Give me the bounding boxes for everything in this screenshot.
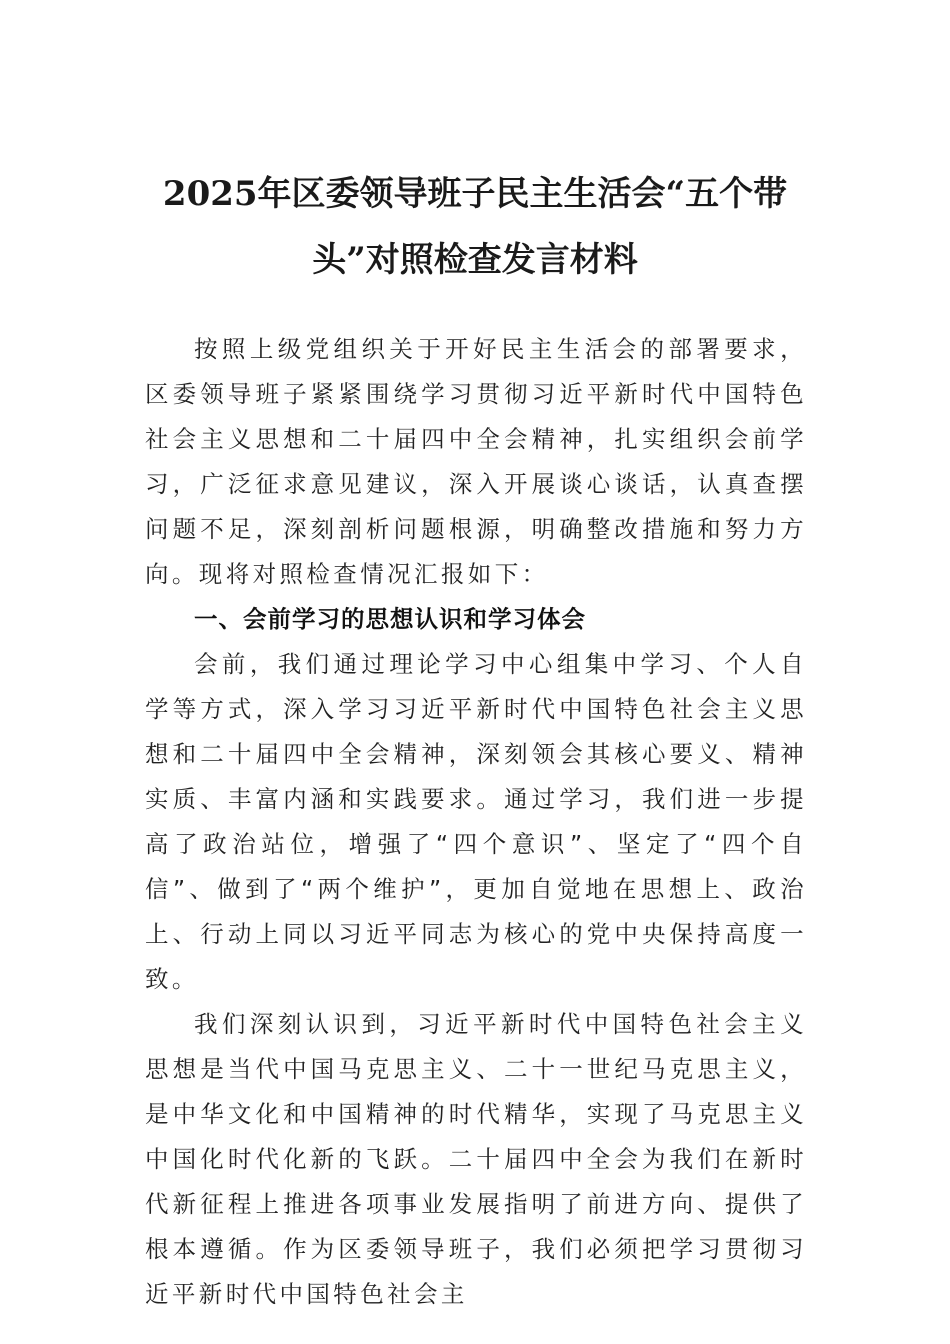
paragraph-study: 会前，我们通过理论学习中心组集中学习、个人自学等方式，深入学习习近平新时代中国特色社会主义思想和二十届四中全会精神，深刻领会其核心要义、精神实质、丰富内涵和实践要求。通过学习，我们进一步提高了政治站位，增强了“四个意识”、坚定了“四个自信”、做到了“两个维护”，更加自觉地在思想上、政治上、行动上同以习近平同志为核心的党中央保持高度一致。 [145, 650, 807, 993]
document-title-line-1: 2025年区委领导班子民主生活会“五个带 [162, 174, 788, 214]
paragraph-intro: 按照上级党组织关于开好民主生活会的部署要求，区委领导班子紧紧围绕学习贯彻习近平新时代中国特色社会主义思想和二十届四中全会精神，扎实组织会前学习，广泛征求意见建议，深入开展谈心谈话，认真查摆问题不足，深刻剖析问题根源，明确整改措施和努力方向。现将对照检查情况汇报如下： [145, 335, 807, 588]
paragraph-understanding: 我们深刻认识到，习近平新时代中国特色社会主义思想是当代中国马克思主义、二十一世纪马克思主义，是中华文化和中国精神的时代精华，实现了马克思主义中国化时代化新的飞跃。二十届四中全会为我们在新时代新征程上推进各项事业发展指明了前进方向、提供了根本遵循。作为区委领导班子，我们必须把学习贯彻习近平新时代中国特色社会主 [145, 1010, 807, 1308]
document-body [145, 327, 807, 1317]
document-title-line-2: 头”对照检查发言材料 [312, 240, 638, 280]
section-heading-1: 一、会前学习的思想认识和学习体会 [194, 605, 586, 633]
